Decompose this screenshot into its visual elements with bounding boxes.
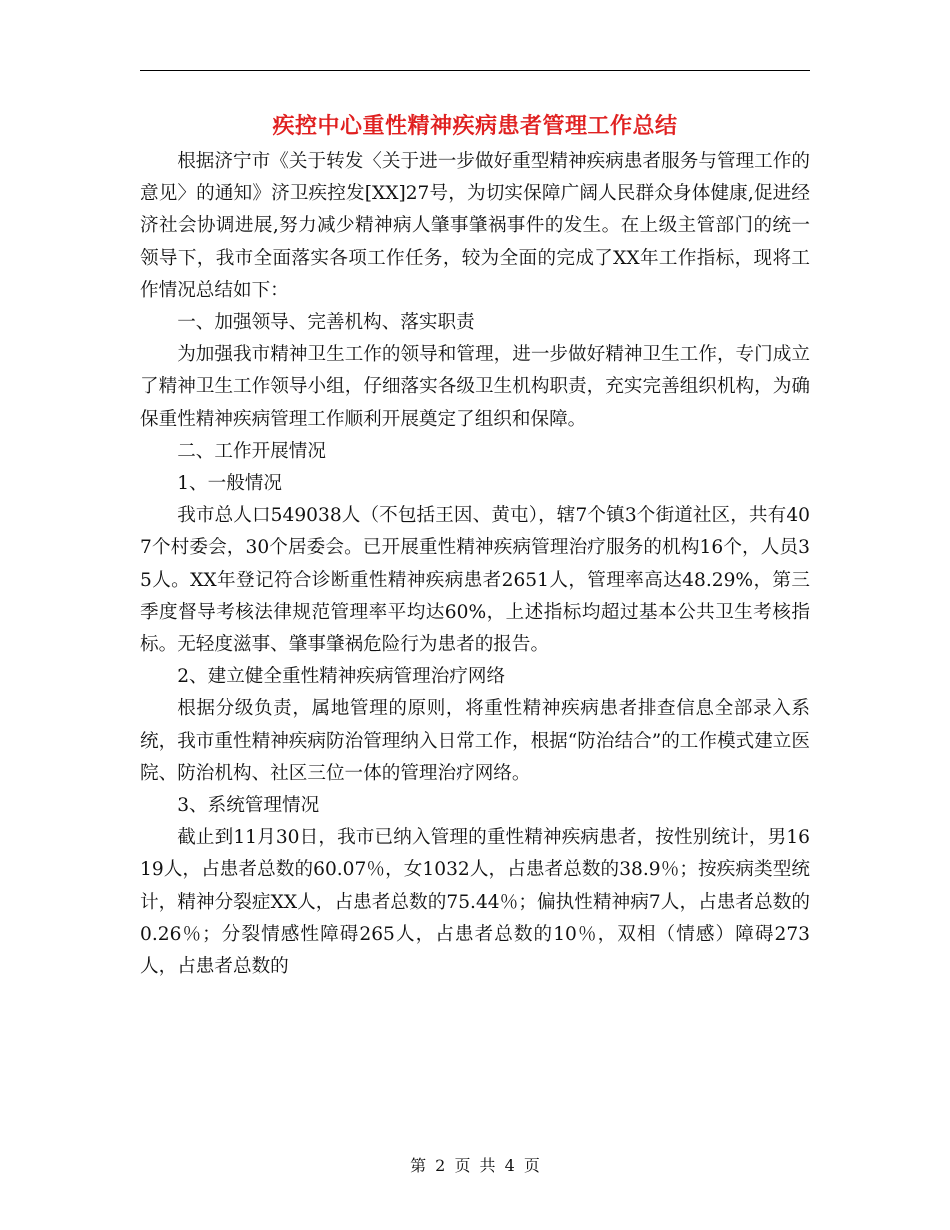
- subsection-heading-2: 2、建立健全重性精神疾病管理治疗网络: [177, 666, 506, 688]
- paragraph-management-stats: 截止到11月30日，我市已纳入管理的重性精神疾病患者，按性别统计，男1619人，占患者总数的60.07％，女1032人，占患者总数的38.9％；按疾病类型统计，精神分裂症XX人，占患者总数的75.44％；偏执性精神病7人，占患者总数的0.26％；分裂情感性障碍265人，占患者总数的10％，双相（情感）障碍273人，占患者总数的: [140, 827, 810, 978]
- paragraph-leadership: 为加强我市精神卫生工作的领导和管理，进一步做好精神卫生工作，专门成立了精神卫生工作领导小组，仔细落实各级卫生机构职责，充实完善组织机构，为确保重性精神疾病管理工作顺利开展奠定了组织和保障。: [140, 344, 810, 430]
- document-body: [140, 146, 810, 983]
- paragraph-network: 根据分级负责，属地管理的原则，将重性精神疾病患者排查信息全部录入系统，我市重性精神疾病防治管理纳入日常工作，根据“防治结合”的工作模式建立医院、防治机构、社区三位一体的管理治疗网络。: [140, 698, 810, 784]
- subsection-heading-1: 1、一般情况: [177, 473, 282, 495]
- page-footer: 第 2 页 共 4 页: [410, 1156, 540, 1175]
- paragraph-general-situation: 我市总人口549038人（不包括王因、黄屯），辖7个镇3个街道社区，共有407个村委会，30个居委会。已开展重性精神疾病管理治疗服务的机构16个，人员35人。XX年登记符合诊断重性精神疾病患者2651人，管理率高达48.29%，第三季度督导考核法律规范管理率平均达60%，上述指标均超过基本公共卫生考核指标。无轻度滋事、肇事肇祸危险行为患者的报告。: [140, 505, 810, 656]
- header-rule: [140, 70, 810, 71]
- section-heading-2: 二、工作开展情况: [177, 440, 326, 462]
- subsection-heading-3: 3、系统管理情况: [177, 795, 320, 817]
- paragraph-intro: 根据济宁市《关于转发〈关于进一步做好重型精神疾病患者服务与管理工作的意见〉的通知》济卫疾控发[XX]27号，为切实保障广阔人民群众身体健康,促进经济社会协调进展,努力减少精神病人肇事肇祸事件的发生。在上级主管部门的统一领导下，我市全面落实各项工作任务，较为全面的完成了XX年工作指标，现将工作情况总结如下：: [140, 151, 810, 301]
- document-title: 疾控中心重性精神疾病患者管理工作总结: [272, 113, 678, 139]
- section-heading-1: 一、加强领导、完善机构、落实职责: [177, 312, 475, 334]
